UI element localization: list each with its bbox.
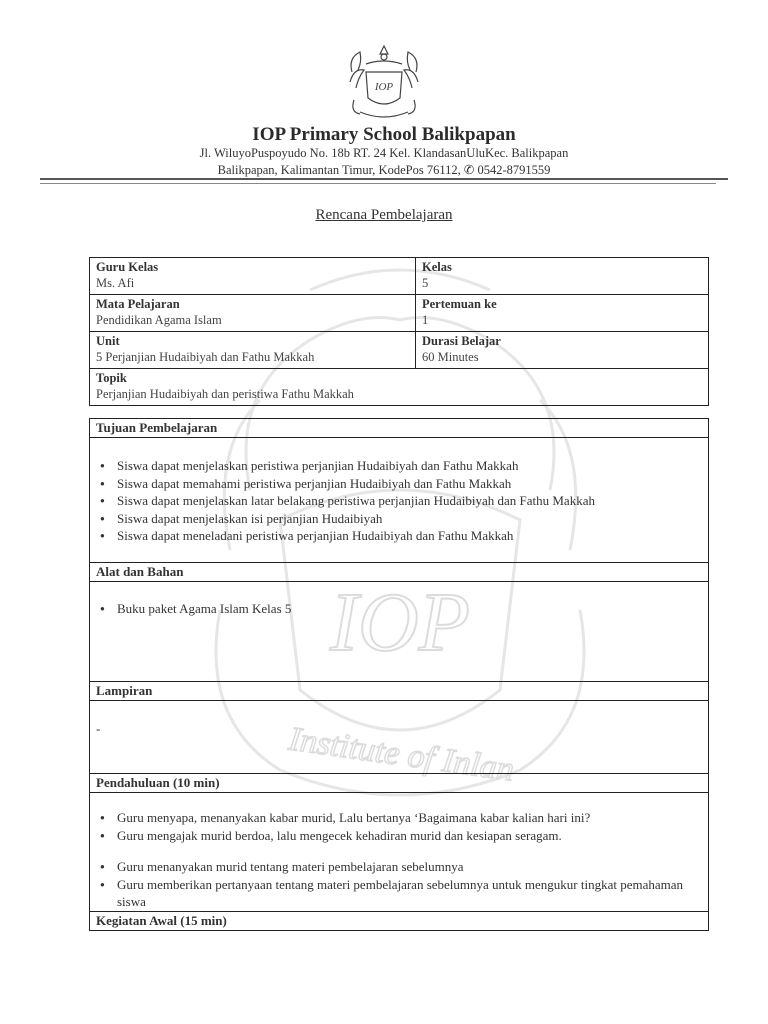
tujuan-body: [90, 438, 709, 563]
pertemuan-label: Pertemuan ke: [422, 297, 497, 311]
unit-label: Unit: [96, 334, 120, 348]
tujuan-list: [96, 457, 702, 545]
mata-pelajaran-label: Mata Pelajaran: [96, 297, 180, 311]
list-item: ● Guru menyapa, menanyakan kabar murid, Lalu bertanya ‘Bagaimana kabar kalian hari ini?: [96, 809, 702, 827]
lampiran-body: [90, 701, 709, 774]
pendahuluan-header: Pendahuluan (10 min): [90, 774, 709, 793]
durasi-value: 60 Minutes: [422, 350, 479, 364]
list-item: ● Siswa dapat menjelaskan peristiwa perjanjian Hudaibiyah dan Fathu Makkah: [96, 457, 702, 475]
topik-value: Perjanjian Hudaibiyah dan peristiwa Fathu Makkah: [96, 387, 354, 401]
list-item: ● Siswa dapat menjelaskan latar belakang peristiwa perjanjian Hudaibiyah dan Fathu Makkah: [96, 492, 702, 510]
school-name: IOP Primary School Balikpapan: [252, 124, 516, 145]
pendahuluan-list-3: [96, 876, 702, 911]
topik-cell: [90, 369, 709, 406]
school-crest-icon: [346, 42, 422, 122]
watermark-motto: Institute of Inlan: [286, 720, 517, 789]
school-address-line1: Jl. WiluyoPuspoyudo No. 18b RT. 24 Kel. KlandasanUluKec. Balikpapan: [199, 146, 569, 160]
alat-list: [96, 600, 702, 618]
mata-pelajaran-cell: [90, 295, 416, 332]
document-title: Rencana Pembelajaran: [315, 207, 453, 223]
kelas-value: 5: [422, 276, 429, 290]
lesson-plan-table: [89, 418, 709, 931]
list-item: ● Siswa dapat menjelaskan isi perjanjian Hudaibiyah: [96, 510, 702, 528]
pendahuluan-list: [96, 809, 702, 844]
info-table: [89, 257, 709, 406]
pertemuan-cell: [416, 295, 709, 332]
lampiran-header: Lampiran: [90, 682, 709, 701]
pertemuan-value: 1: [422, 313, 429, 327]
pendahuluan-body: [90, 793, 709, 912]
unit-value: 5 Perjanjian Hudaibiyah dan Fathu Makkah: [96, 350, 315, 364]
kelas-cell: [416, 258, 709, 295]
header-divider-thin: [40, 183, 716, 184]
alat-body: [90, 582, 709, 682]
tujuan-header: Tujuan Pembelajaran: [90, 419, 709, 438]
list-item: ● Siswa dapat meneladani peristiwa perjanjian Hudaibiyah dan Fathu Makkah: [96, 527, 702, 545]
guru-kelas-label: Guru Kelas: [96, 260, 159, 274]
durasi-cell: [416, 332, 709, 369]
guru-kelas-cell: [90, 258, 416, 295]
header-divider: [40, 178, 728, 180]
watermark-monogram: IOP: [330, 576, 470, 669]
school-address-line2: Balikpapan, Kalimantan Timur, KodePos 76112, ✆ 0542-8791559: [217, 163, 551, 177]
pendahuluan-list-2: [96, 858, 702, 876]
list-item: ● Guru menanyakan murid tentang materi pembelajaran sebelumnya: [96, 858, 702, 876]
svg-text:IOP: IOP: [374, 81, 394, 93]
durasi-label: Durasi Belajar: [422, 334, 501, 348]
list-item: ● Guru mengajak murid berdoa, lalu mengecek kehadiran murid dan kesiapan seragam.: [96, 827, 702, 845]
list-item: ● Guru memberikan pertanyaan tentang materi pembelajaran sebelumnya untuk mengukur tingkat pemahaman siswa: [96, 876, 702, 911]
guru-kelas-value: Ms. Afi: [96, 276, 135, 290]
kelas-label: Kelas: [422, 260, 452, 274]
lampiran-value: -: [96, 721, 101, 736]
alat-header: Alat dan Bahan: [90, 563, 709, 582]
list-item: ● Siswa dapat memahami peristiwa perjanjian Hudaibiyah dan Fathu Makkah: [96, 475, 702, 493]
kegiatan-awal-header: Kegiatan Awal (15 min): [90, 911, 709, 930]
mata-pelajaran-value: Pendidikan Agama Islam: [96, 313, 222, 327]
topik-label: Topik: [96, 371, 127, 385]
unit-cell: [90, 332, 416, 369]
list-item: ● Buku paket Agama Islam Kelas 5: [96, 600, 702, 618]
